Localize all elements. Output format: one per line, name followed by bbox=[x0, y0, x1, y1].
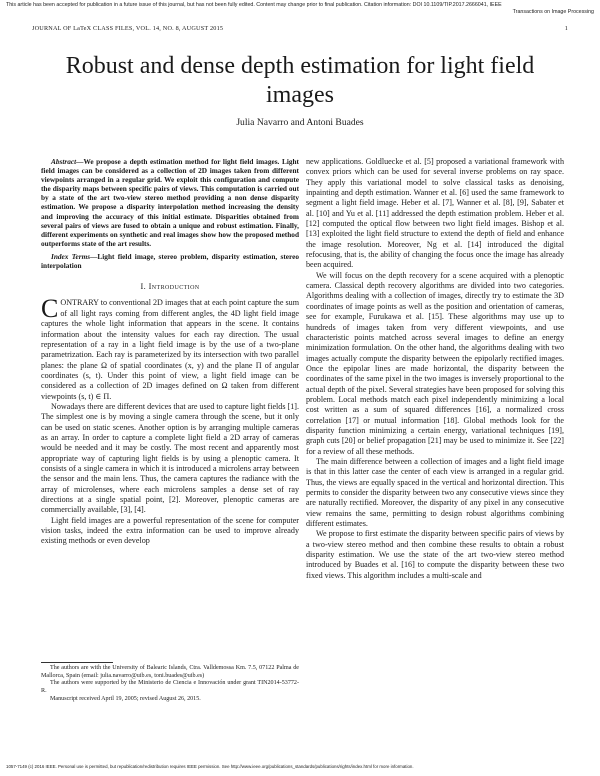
notice-line-2: Transactions on Image Processing bbox=[512, 8, 594, 15]
drop-cap: C bbox=[41, 294, 59, 324]
right-paragraph-2: We will focus on the depth recovery for a scene acquired with a plenoptic camera. Classical depth recovery algorithms are divided into two categories. Algorithms dealing with a collection of images, directly try to estimate the 3D coordinates of image points as well as the position and orientation of cameras, see for example, Furukawa et al. [15]. These algorithms may use up to hundreds of images taken from very different viewpoints, and use characteristic points matched across several images to define an energy minimization formulation. On the other hand, the algorithms dealing with two images actually compute the disparity between the epipolarly rectified images. Once the epipolar lines are made horizontal, the disparity between the coordinates of the same pixel in the two images is inversely proportional to the actual depth of the pixel. Several strategies have been proposed for solving this problem. Local methods match each pixel independently minimizing a local cost written as a sum of squared differences [16], a normalized cross correlation [17] or mutual information [18]. Global methods look for the disparity function minimizing a certain energy, variational techniques [19], graph cuts [20] or belief propagation [21] may be used to minimize it. See [22] for a review of all these methods. bbox=[306, 270, 564, 456]
footnote-manuscript: Manuscript received April 19, 2005; revised August 26, 2015. bbox=[50, 695, 201, 702]
publication-notice bbox=[6, 2, 594, 15]
journal-name: JOURNAL OF LaTeX CLASS FILES, VOL. 14, NO. 8, AUGUST 2015 bbox=[32, 25, 224, 32]
left-column bbox=[41, 157, 299, 547]
right-paragraph-4: We propose to first estimate the disparity between specific pairs of views by a two-view stereo method and then combine these results to obtain a robust disparity estimation. We use the state of the art two-view stereo method introduced by Buades et al. [16] to compute the disparity between these two fixed views. This algorithm includes a multi-scale and bbox=[306, 529, 564, 580]
intro-paragraph-2: Nowadays there are different devices that are used to capture light fields [1]. The simplest one is by moving a single camera through the scene, but it only can be used on static scenes. Another option is by arranging multiple cameras as an array. In order to capture a complete light field a 2D array of cameras would be needed and it may be costly. The most recent and apparently most appropriate way of capturing light fields is by using a plenoptic camera. It consists of a single camera in which it is introduced a microlens array between the sensor and the main lens. Thus, the camera captures the radiance with the array of microlenses, where each microlens samples a dense set of ray directions at a single spatial point, [2]. Moreover, plenoptic cameras are commercially available, [3], [4]. bbox=[41, 401, 299, 515]
abstract-label: Abstract bbox=[51, 157, 77, 166]
intro-paragraph-1 bbox=[41, 294, 299, 401]
footnote-funding: The authors were supported by the Ministerio de Ciencia e Innovación under grant TIN2014-53772-R. bbox=[41, 680, 299, 695]
copyright-footer: 1057-7149 (c) 2016 IEEE. Personal use is permitted, but republication/redistribution requires IEEE permission. See http://www.ieee.org/publications_standards/publications/rights/index.html for more information. bbox=[6, 764, 414, 769]
index-terms-text: Light field image, stereo problem, disparity estimation, stereo interpolation bbox=[41, 251, 299, 271]
notice-line-1: This article has been accepted for publication in a future issue of this journal, but has not been fully edited. Content may change prior to final publication. Citation information: DOI 10.1109/TIP.2017.2666041, IEEE bbox=[6, 2, 502, 8]
intro-paragraph-1-text: ONTRARY to conventional 2D images that at each point capture the sum of all light rays coming from different angles, the 4D light field image captures the whole light information that appears in the scene. It contains information about the intensity values for each ray direction. The usual representation of a ray in a light field image is by the use of a two-plane parametrization. Each ray is parameterized by its intersection with two parallel planes: the plane Ω of spatial coordinates (x, y) and the plane Π of angular coordinates (s, t). Under this point of view, a light field image can be considered as a collection of 2D images defined on Ω taken from different viewpoints (s, t) ∈ Π. bbox=[41, 298, 299, 401]
abstract-text: We propose a depth estimation method for light field images. Light field images can be considered as a collection of 2D images taken from different viewpoints arranged in a regular grid. We exploit this configuration and compute the disparity maps between specific pairs of views. This computation is carried out by a state of the art two-view stereo method providing a non dense disparity estimation. We propose a disparity interpolation method increasing the density and improving the accuracy of this initial estimate. Disparities obtained from several pairs of views are fused to obtain a unique and robust estimation. Finally, different experiments on synthetic and real images show how the proposed method outperforms state of the art results. bbox=[41, 157, 299, 248]
running-head bbox=[32, 25, 568, 32]
right-paragraph-1: new applications. Goldluecke et al. [5] proposed a variational framework with convex priors which can be used for several inverse problems on ray space. They apply this variational model to solve classical tasks as denoising, inpainting and depth estimation. Wanner et al. [6] used the same framework to segment a light field image. Heber et al. [7], Wanner et al. [8], [9], Sabater et al. [10] and Yu et al. [11] addressed the depth estimation problem. Heber et al. [12] computed the optical flow between two light field images. Bishop et al. [13] exploited the light field structure to extend the depth of field and enhance the image resolution. Moreover, Ng et al. [14] introduced the digital refocusing, that is, the ability of changing the focus once the image has already been acquired. bbox=[306, 157, 564, 270]
footnote-rule bbox=[41, 662, 113, 663]
section-heading-introduction: I. Introduction bbox=[140, 282, 200, 292]
index-terms: Index Terms—Light field image, stereo problem, disparity estimation, stereo interpolation bbox=[41, 251, 299, 271]
abstract: Abstract—We propose a depth estimation method for light field images. Light field images can be considered as a collection of 2D images taken from different viewpoints arranged in a regular grid. We exploit this configuration and compute the disparity maps between specific pairs of views. This computation is carried out by a state of the art two-view stereo method providing a non dense disparity estimation. We propose a disparity interpolation method increasing the density and improving the accuracy of this initial estimate. Disparities obtained from several pairs of views are fused to obtain a unique and robust estimation. Finally, different experiments on synthetic and real images show how the proposed method outperforms state of the art results. bbox=[41, 157, 299, 248]
paper-title: Robust and dense depth estimation for light field images bbox=[65, 53, 535, 108]
footnotes bbox=[41, 665, 299, 704]
index-terms-label: Index Terms bbox=[51, 251, 91, 261]
paper-authors: Julia Navarro and Antoni Buades bbox=[236, 117, 364, 128]
right-paragraph-3: The main difference between a collection of images and a light field image is that in this latter case the center of each view is arranged in a regular grid. Thus, the views are equally spaced in the vertical and horizontal direction. This permits to consider the disparity between two any consecutive views since they are naturally rectified. Moreover, the disparity of any pixel in any consecutive view remains the same, permitting to design robust algorithms combining different estimates. bbox=[306, 456, 564, 529]
right-column bbox=[306, 157, 564, 581]
intro-paragraph-3: Light field images are a powerful representation of the scene for computer vision tasks, indeed the extra information can be used to improve already existing methods or even develop bbox=[41, 515, 299, 546]
footnote-affiliation: The authors are with the University of Balearic Islands, Ctra. Valldemossa Km. 7.5, 07122 Palma de Mallorca, Spain (email: julia.navarro@uib.es, toni.buades@uib.es) bbox=[41, 665, 299, 679]
page-number: 1 bbox=[564, 25, 568, 32]
